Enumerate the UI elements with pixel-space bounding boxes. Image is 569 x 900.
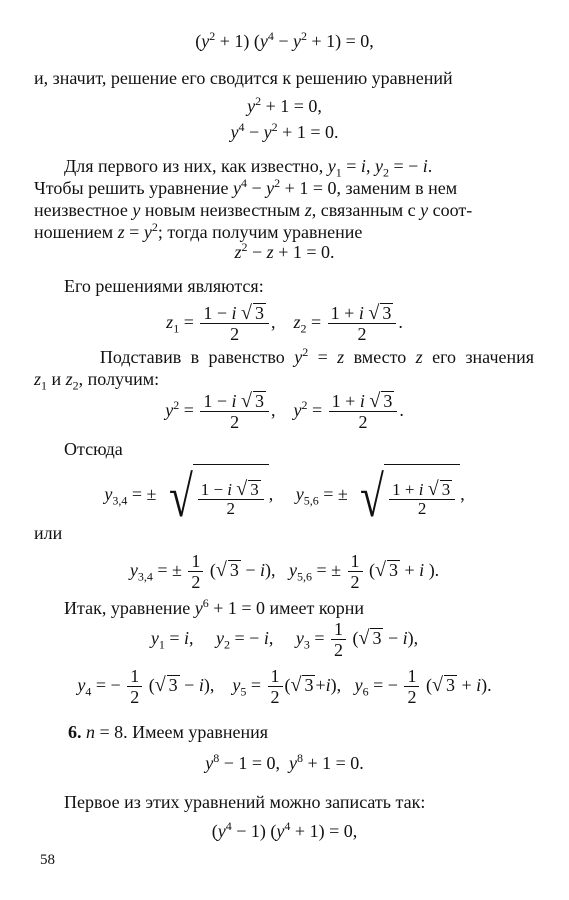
- paragraph-4-text-a: Подставив в равенство: [99, 347, 285, 367]
- big-radical-1: √ $\frac{1 - i √ 3}{2}$: [161, 463, 269, 529]
- paragraph-7-text-b: имеет корни: [269, 598, 364, 618]
- fraction-half-6: $\frac{1}{2}$: [404, 666, 419, 707]
- paragraph-4-line-1: Подставив в равенство $y^2 = z$ вместо z его значения: [99, 345, 535, 367]
- item-number: 6.: [68, 722, 82, 742]
- paragraph-4-line-2: $z_1$ и $z_2$, получим:: [34, 369, 160, 393]
- fraction-y2-b: $\frac{1 + i √ 3}{2}$: [329, 391, 398, 432]
- paragraph-2-text-g: соот-: [432, 200, 473, 220]
- fraction-half-4: $\frac{1}{2}$: [127, 666, 142, 707]
- paragraph-4-text-c: его значения: [432, 347, 535, 367]
- paragraph-4-text-e: , получим:: [78, 369, 160, 389]
- equation-roots-1-3: $y_1 = i$, $y_2$ = − i, $y_3$ = $\frac{1}{2}$ (√ 3 − i),: [150, 619, 419, 661]
- equation-y-squared: $y^2$ = $\frac{1 - i √ 3}{2}$ , $y^2$ = $\frac{1 + i √ 3}{2}$ .: [165, 390, 404, 433]
- equation-y-root-radicals: $y_{3,4}$ = ± √ $\frac{1 - i √ 3}{2}$ , $y_{5,6}$ = ± √ $\frac{1 + i √ 3}{2}$ ,: [104, 463, 465, 529]
- paragraph-2-line-1: Для первого из них, как известно, $y_1 = i$, $y_2$ = − i.: [64, 156, 433, 180]
- paragraph-2-line-3: неизвестное y новым неизвестным z, связанным с y соот-: [34, 200, 473, 220]
- paragraph-6: или: [34, 523, 63, 543]
- equation-4: $z^2 - z + 1 = 0$.: [234, 240, 335, 262]
- paragraph-7: Итак, уравнение $y^6 + 1 = 0$ имеет корни: [64, 596, 364, 618]
- paragraph-2-line-4: ношением $z = y^2$; тогда получим уравнение: [34, 220, 363, 242]
- equation-n8: $y^8 - 1 = 0$, $y^8 + 1 = 0$.: [205, 751, 364, 773]
- paragraph-7-text-a: Итак, уравнение: [64, 598, 191, 618]
- paragraph-2-text-f: , связанным с: [311, 200, 416, 220]
- paragraph-2-text-b: Чтобы решить уравнение: [34, 178, 229, 198]
- paragraph-3: Его решениями являются:: [64, 276, 264, 296]
- paragraph-2-line-2: Чтобы решить уравнение $y^4 - y^2 + 1 = 0$, заменим в нем: [34, 176, 458, 198]
- paragraph-2-text-i: ; тогда получим уравнение: [157, 222, 363, 242]
- fraction-half-1: $\frac{1}{2}$: [188, 551, 203, 592]
- paragraph-8-text: Имеем уравнения: [132, 722, 269, 742]
- fraction-z1: $\frac{1 - i √ 3}{2}$: [200, 303, 269, 344]
- paragraph-2-text-h: ношением: [34, 222, 114, 242]
- fraction-half-3: $\frac{1}{2}$: [331, 619, 346, 660]
- paragraph-2-text-a: Для первого из них, как известно,: [64, 156, 324, 176]
- equation-roots-4-6: $y_4$ = − $\frac{1}{2}$ (√ 3 − i), $y_5$ = $\frac{1}{2}$ (√ 3 +i), $y_6$ = − $\frac{1}{2}$ (√ 3 + i).: [77, 666, 492, 708]
- fraction-half-5: $\frac{1}{2}$: [268, 666, 283, 707]
- paragraph-4-text-b: вместо: [353, 347, 407, 367]
- equation-last: $(y^4 - 1) (y^4 + 1) = 0$,: [211, 819, 358, 841]
- paragraph-2-text-c: , заменим в нем: [336, 178, 458, 198]
- equation-z-roots: $z_1$ = $\frac{1 - i √ 3}{2}$ , $z_2$ = $\frac{1 + i √ 3}{2}$ .: [166, 302, 403, 345]
- paragraph-5: Отсюда: [64, 439, 123, 459]
- equation-3: $y^4 - y^2 + 1 = 0$.: [230, 120, 339, 142]
- equation-2: $y^2 + 1 = 0$,: [247, 94, 322, 116]
- paragraph-8: 6. n = 8. Имеем уравнения: [68, 722, 269, 742]
- paragraph-2-text-e: новым неизвестным: [144, 200, 301, 220]
- equation-y-roots-half: $y_{3,4}$ = ± $\frac{1}{2}$ (√ 3 − i), $y_{5,6}$ = ± $\frac{1}{2}$ (√ 3 + i ).: [129, 551, 440, 593]
- paragraph-1: и, значит, решение его сводится к решению уравнений: [34, 68, 453, 88]
- fraction-y2-a: $\frac{1 - i √ 3}{2}$: [200, 391, 269, 432]
- paragraph-2-text-d: неизвестное: [34, 200, 128, 220]
- paragraph-9: Первое из этих уравнений можно записать так:: [64, 792, 426, 812]
- fraction-z2: $\frac{1 + i √ 3}{2}$: [328, 303, 397, 344]
- page-number: 58: [40, 852, 55, 868]
- equation-1: $(y^2 + 1) (y^4 - y^2 + 1) = 0$,: [195, 29, 374, 51]
- fraction-half-2: $\frac{1}{2}$: [348, 551, 363, 592]
- big-radical-2: √ $\frac{1 + i √ 3}{2}$: [352, 463, 460, 529]
- paragraph-4-text-d: и: [51, 369, 62, 389]
